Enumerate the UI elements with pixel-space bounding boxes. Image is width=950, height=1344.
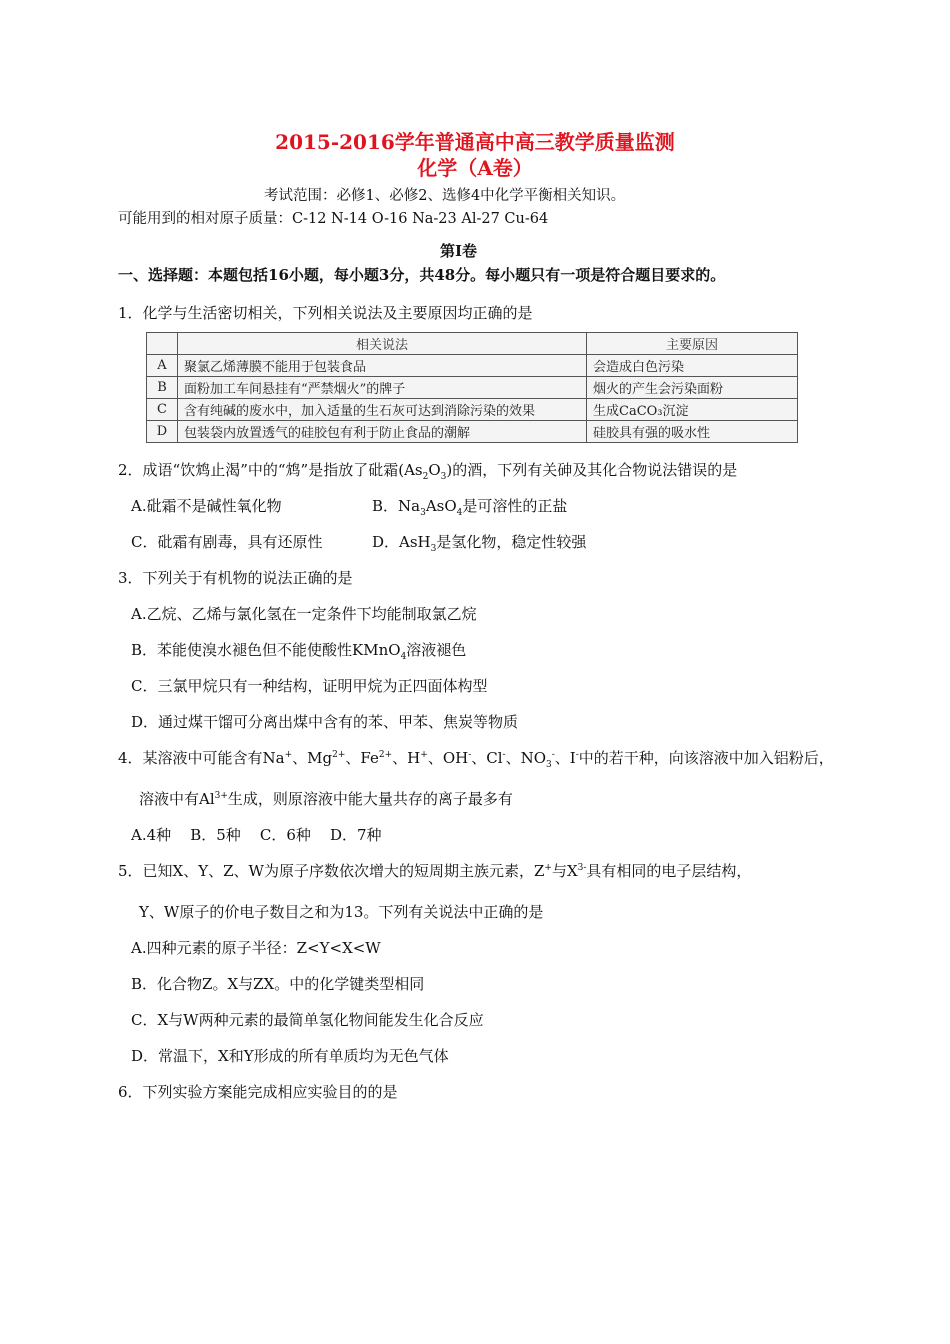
subscript: 3: [440, 472, 447, 482]
question-1-table: [146, 332, 798, 443]
question-5-line-2: Y、W原子的价电子数目之和为13。下列有关说法中正确的是: [139, 903, 544, 921]
text-run: 具有相同的电子层结构，: [586, 862, 752, 880]
question-4-line-2: [139, 788, 513, 809]
superscript: -: [575, 750, 579, 760]
table-header-cell: 相关说法: [178, 333, 587, 355]
question-1-stem: 1．化学与生活密切相关，下列相关说法及主要原因均正确的是: [118, 304, 533, 322]
table-header-row: [147, 333, 798, 355]
table-cell: 会造成白色污染: [587, 355, 798, 377]
text-run: )的酒，下列有关砷及其化合物说法错误的是: [446, 461, 738, 479]
question-3-option-a: A.乙烷、乙烯与氯化氢在一定条件下均能制取氯乙烷: [131, 605, 477, 623]
volume-heading: 第Ⅰ卷: [440, 242, 478, 260]
text-run: B．Na: [372, 497, 421, 515]
text-run: 2．成语“饮鸩止渴”中的“鸩”是指放了砒霜(As: [118, 461, 423, 479]
table-header-cell: [147, 333, 178, 355]
text-run: 、NO: [505, 749, 547, 767]
question-3-stem: 3．下列关于有机物的说法正确的是: [118, 569, 353, 587]
text-run: D．AsH: [372, 533, 431, 551]
superscript: 3+: [214, 791, 228, 801]
text-run: 、I: [554, 749, 576, 767]
table-row: [147, 355, 798, 377]
question-2-option-c: C．砒霜有剧毒，具有还原性: [131, 533, 323, 551]
text-run: 溶液中有Al: [139, 790, 215, 808]
subscript: 3: [546, 760, 552, 770]
question-3-option-d: D．通过煤干馏可分离出煤中含有的苯、甲苯、焦炭等物质: [131, 713, 519, 731]
table-header-cell: 主要原因: [587, 333, 798, 355]
table-cell: 烟火的产生会污染面粉: [587, 377, 798, 399]
atomic-masses: 可能用到的相对原子质量：C-12 N-14 O-16 Na-23 Al-27 Cu-64: [118, 211, 549, 227]
table-cell: C: [147, 399, 178, 421]
question-2-stem: [118, 459, 737, 480]
title-line-2: 化学（A卷）: [417, 156, 533, 180]
superscript: -: [551, 750, 555, 760]
text-run: 、H: [392, 749, 421, 767]
exam-scope: 考试范围：必修1、必修2、选修4中化学平衡相关知识。: [264, 188, 626, 204]
table-cell: 聚氯乙烯薄膜不能用于包装食品: [178, 355, 587, 377]
table-cell: D: [147, 421, 178, 443]
question-2-option-a: A.砒霜不是碱性氧化物: [131, 497, 282, 515]
superscript: 2+: [378, 750, 393, 760]
subscript: 3: [430, 544, 437, 554]
text-run: 4．某溶液中可能含有Na: [118, 749, 285, 767]
table-cell: 硅胶具有强的吸水性: [587, 421, 798, 443]
superscript: -: [468, 750, 472, 760]
table-row: [147, 399, 798, 421]
text-run: 是氢化物，稳定性较强: [436, 533, 587, 551]
question-5-line-1: [118, 860, 751, 881]
text-run: 、Cl: [471, 749, 503, 767]
question-3-option-c: C．三氯甲烷只有一种结构，证明甲烷为正四面体构型: [131, 677, 488, 695]
question-5-option-b: B．化合物Z。X与ZX。中的化学键类型相同: [131, 975, 425, 993]
subscript: 4: [456, 508, 463, 518]
text-run: 中的若干种，向该溶液中加入铝粉后，: [578, 749, 834, 767]
question-6-stem: 6．下列实验方案能完成相应实验目的的是: [118, 1083, 398, 1101]
table-cell: 生成CaCO₃沉淀: [587, 399, 798, 421]
table-cell: A: [147, 355, 178, 377]
question-5-option-a: A.四种元素的原子半径：Z<Y<X<W: [131, 939, 381, 957]
table-row: [147, 377, 798, 399]
superscript: +: [544, 863, 552, 873]
table-cell: 包装袋内放置透气的硅胶包有利于防止食品的潮解: [178, 421, 587, 443]
table-row: [147, 421, 798, 443]
text-run: 、OH: [427, 749, 469, 767]
superscript: -: [502, 750, 506, 760]
text-run: AsO: [425, 497, 457, 515]
text-run: 、Fe: [345, 749, 379, 767]
text-run: 溶液褪色: [406, 641, 467, 659]
text-run: 生成，则原溶液中能大量共存的离子最多有: [227, 790, 513, 808]
table-cell: 面粉加工车间悬挂有“严禁烟火”的牌子: [178, 377, 587, 399]
question-4-line-1: [118, 747, 834, 768]
superscript: 3-: [577, 863, 587, 873]
question-2-option-b: [372, 495, 567, 516]
text-run: 、Mg: [292, 749, 333, 767]
table-cell: 含有纯碱的废水中，加入适量的生石灰可达到消除污染的效果: [178, 399, 587, 421]
subscript: 4: [400, 652, 407, 662]
text-run: 与X: [551, 862, 578, 880]
text-run: 5．已知X、Y、Z、W为原子序数依次增大的短周期主族元素，Z: [118, 862, 545, 880]
superscript: 2+: [332, 750, 346, 760]
question-5-option-d: D．常温下，X和Y形成的所有单质均为无色气体: [131, 1047, 449, 1065]
text-run: O: [428, 461, 441, 479]
superscript: +: [420, 750, 428, 760]
question-3-option-b: [131, 639, 466, 660]
question-2-option-d: [372, 531, 586, 552]
superscript: +: [284, 750, 293, 760]
subscript: 3: [420, 508, 426, 518]
table-cell: B: [147, 377, 178, 399]
question-4-options: A.4种 B．5种 C．6种 D．7种: [131, 826, 382, 844]
section-heading: 一、选择题：本题包括16小题，每小题3分，共48分。每小题只有一项是符合题目要求的。: [118, 266, 726, 284]
subscript: 2: [422, 472, 429, 482]
question-5-option-c: C．X与W两种元素的最简单氢化物间能发生化合反应: [131, 1011, 484, 1029]
text-run: 是可溶性的正盐: [462, 497, 568, 515]
title-line-1: 2015-2016学年普通高中高三教学质量监测: [275, 130, 675, 154]
text-run: B．苯能使溴水褪色但不能使酸性KMnO: [131, 641, 401, 659]
